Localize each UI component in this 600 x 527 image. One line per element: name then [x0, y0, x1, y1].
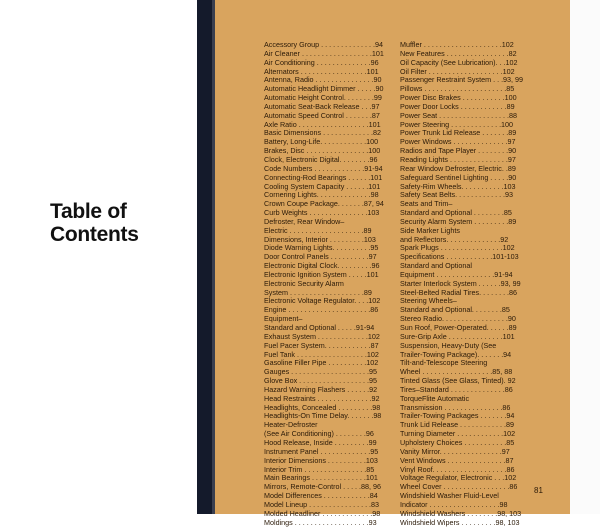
index-entry: Brakes, Disc . . . . . . . . . . . . . . . .100 [264, 146, 381, 156]
page-number: 81 [534, 486, 543, 495]
index-entry: Curb Weights . . . . . . . . . . . . . . .103 [264, 208, 380, 218]
index-entry: Model Differences . . . . . . . . . . . .84 [264, 491, 378, 501]
index-entry: Dimensions, Interior . . . . . . . . .103 [264, 234, 376, 244]
index-entry: Door Control Panels . . . . . . . . . .97 [264, 252, 377, 262]
index-entry: TorqueFlite Automatic [400, 393, 470, 403]
index-entry: Tires–Standard . . . . . . . . . . . . . .86 [400, 384, 513, 394]
index-entry: Upholstery Choices . . . . . . . . . . .85 [400, 437, 515, 447]
index-entry: Trailer-Towing Packages . . . . . . .94 [400, 411, 515, 421]
index-entry: Wheel Cover . . . . . . . . . . . . . . . . .86 [400, 482, 518, 492]
index-entry: Turning Diameter . . . . . . . . . . . .102 [400, 429, 516, 439]
index-entry: Model Lineup . . . . . . . . . . . . . . . .83 [264, 499, 380, 509]
index-entry: Code Numbers . . . . . . . . . . . . .91-94 [264, 163, 383, 173]
index-entry: Clock, Electronic Digital. . . . . . . .96 [264, 154, 378, 164]
index-entry: Automatic Height Control. . . . . . . .99 [264, 93, 382, 103]
index-entry: Safety-Rim Wheels. . . . . . . . . . .103 [400, 181, 516, 191]
index-entry: Hazard Warning Flashers . . . . . .92 [264, 384, 378, 394]
index-entry: Mirrors, Remote-Control . . . . .88, 96 [264, 482, 382, 492]
index-entry: Automatic Speed Control . . . . . . .87 [264, 110, 380, 120]
index-entry: Heater-Defroster [264, 420, 318, 430]
index-entry: Electric . . . . . . . . . . . . . . . . . . .89 [264, 225, 372, 235]
index-entry: Safeguard Sentinel Lighting . . . . .90 [400, 172, 517, 182]
book-spine [197, 0, 213, 514]
index-entry: Transmission . . . . . . . . . . . . . . .86 [400, 402, 511, 412]
index-entry: (See Air Conditioning) . . . . . . . .96 [264, 429, 374, 439]
index-entry: Pillows . . . . . . . . . . . . . . . . . . . . .85 [400, 84, 515, 94]
index-entry: Power Windows . . . . . . . . . . . . . .97 [400, 137, 516, 147]
index-entry: Sun Roof, Power-Operated. . . . . .89 [400, 323, 517, 332]
index-entry: Starter Interlock System . . . . . .93, 99 [400, 278, 521, 288]
index-entry: Equipment– [264, 314, 303, 324]
index-entry: Windshield Wipers . . . . . . . . .98, 103 [400, 517, 520, 527]
index-entry: Gauges . . . . . . . . . . . . . . . . . . . .95 [264, 367, 378, 377]
index-entry: Standard and Optional [400, 261, 472, 271]
index-entry: Automatic Headlight Dimmer . . . . .90 [264, 84, 384, 94]
index-entry: Automatic Seat-Back Release . . .97 [264, 101, 380, 111]
index-entry: Sure-Grip Axle . . . . . . . . . . . . . .101 [400, 331, 515, 341]
index-entry: Air Conditioning . . . . . . . . . . . . . .96 [264, 57, 379, 67]
index-entry: Tilt-and-Telescope Steering [400, 358, 488, 368]
index-entry: Hood Release, Inside . . . . . . . . .99 [264, 437, 377, 447]
index-entry: Glove Box . . . . . . . . . . . . . . . . . .95 [264, 376, 378, 386]
index-entry: Power Seat . . . . . . . . . . . . . . . . . .88 [400, 110, 518, 120]
index-entry: Fuel Pacer System. . . . . . . . . . . .87 [264, 340, 379, 350]
index-entry: Power Steering . . . . . . . . . . . . .100 [400, 119, 514, 129]
index-entry: Alternators . . . . . . . . . . . . . . . . .101 [264, 66, 379, 76]
index-entry: Oil Filter . . . . . . . . . . . . . . . . . . .102 [400, 66, 515, 76]
index-entry: Air Cleaner . . . . . . . . . . . . . . . . . .101 [264, 48, 384, 58]
index-entry: Trunk Lid Release . . . . . . . . . . . .89 [400, 420, 514, 430]
index-entry: Connecting-Rod Bearings . . . . . .101 [264, 172, 383, 182]
index-entry: Defroster, Rear Window– [264, 216, 345, 226]
index-entry: Power Trunk Lid Release . . . . . . .89 [400, 128, 517, 138]
right-margin [570, 0, 600, 514]
index-entry: Reading Lights . . . . . . . . . . . . . . .97 [400, 154, 516, 164]
index-entry: Stereo Radio. . . . . . . . . . . . . . . . .90 [400, 314, 516, 324]
index-entry: Trailer-Towing Package). . . . . . .94 [400, 349, 512, 359]
index-entry: Muffler . . . . . . . . . . . . . . . . . . . .102 [400, 40, 514, 49]
index-entry: Electronic Security Alarm [264, 278, 344, 288]
index-entry: Headlights-On Time Delay. . . . . . .98 [264, 411, 382, 421]
index-entry: Electronic Voltage Regulator. . . .102 [264, 296, 381, 306]
left-page [0, 0, 198, 514]
index-entry: Battery, Long-Life. . . . . . . . . . . .100 [264, 137, 379, 147]
index-entry: Seats and Trim– [400, 199, 453, 209]
index-entry: Fuel Tank . . . . . . . . . . . . . . . . . .102 [264, 349, 379, 359]
index-entry: Electronic Digital Clock. . . . . . . . .96 [264, 261, 380, 271]
index-entry: Basic Dimensions . . . . . . . . . . . . .82 [264, 128, 382, 138]
index-entry: Head Restraints . . . . . . . . . . . . . .92 [264, 393, 380, 403]
index-entry: Diode Warning Lights. . . . . . . . . .95 [264, 243, 379, 253]
index-entry: Antenna, Radio . . . . . . . . . . . . . . .90 [264, 75, 382, 85]
index-entry: Steel-Belted Radial Tires. . . . . . . .86 [400, 287, 518, 297]
index-entry: Power Disc Brakes . . . . . . . . . . .100 [400, 93, 517, 103]
index-entry: Voltage Regulator, Electronic . . .102 [400, 473, 517, 483]
index-entry: Suspension, Heavy-Duty (See [400, 340, 497, 350]
index-entry: Vinyl Roof. . . . . . . . . . . . . . . . . . .86 [400, 464, 515, 474]
index-entry: Wheel . . . . . . . . . . . . . . . . . .85, 88 [400, 367, 513, 377]
index-entry: Molded Headliner . . . . . . . . . . . . .98 [264, 508, 381, 518]
index-entry: Windshield Washers . . . . . . . .98, 103 [400, 508, 522, 518]
index-entry: and Reflectors. . . . . . . . . . . . . .92 [400, 234, 509, 244]
index-entry: Interior Trim . . . . . . . . . . . . . . . .85 [264, 464, 375, 474]
index-entry: New Features . . . . . . . . . . . . . . . .82 [400, 48, 517, 58]
index-entry: System . . . . . . . . . . . . . . . . . . .89 [264, 287, 372, 297]
index-entry: Windshield Washer Fluid-Level [400, 491, 499, 501]
index-entry: Exhaust System . . . . . . . . . . . . .102 [264, 331, 380, 341]
index-entry: Radios and Tape Player . . . . . . . .90 [400, 146, 517, 156]
index-entry: Cornering Lights. . . . . . . . . . . . . .98 [264, 190, 379, 200]
index-entry: Standard and Optional. . . . . . . .85 [400, 305, 510, 315]
index-entry: Instrument Panel . . . . . . . . . . . . .95 [264, 446, 379, 456]
index-entry: Gasoline Filler Pipe . . . . . . . . . .102 [264, 358, 379, 368]
index-entry: Standard and Optional . . . . . . . .85 [400, 208, 512, 218]
index-entry: Spark Plugs . . . . . . . . . . . . . . . .102 [400, 243, 515, 253]
title-line-2: Contents [50, 223, 139, 246]
index-entry: Electronic Ignition System . . . . .101 [264, 269, 379, 279]
index-entry: Headlights, Concealed . . . . . . . . .98 [264, 402, 381, 412]
index-entry: Engine . . . . . . . . . . . . . . . . . . . . .86 [264, 305, 379, 315]
index-entry: Crown Coupe Package. . . . . . .87, 94 [264, 199, 384, 209]
index-entry: Vanity Mirror. . . . . . . . . . . . . . . .97 [400, 446, 510, 456]
index-entry: Tinted Glass (See Glass, Tinted). 92 [400, 376, 516, 386]
index-column-right [400, 40, 524, 527]
index-entry: Vent Windows . . . . . . . . . . . . . . .87 [400, 455, 514, 465]
index-entry: Specifications . . . . . . . . . . . .101-103 [400, 252, 519, 262]
index-column-left [264, 41, 384, 527]
index-entry: Oil Capacity (See Lubrication). . .102 [400, 57, 518, 67]
index-entry: Safety Seat Belts. . . . . . . . . . . . .93 [400, 190, 514, 200]
index-entry: Cooling System Capacity . . . . . .101 [264, 181, 381, 191]
index-entry: Side Marker Lights [400, 225, 460, 235]
index-entry: Passenger Restraint System . . .93, 99 [400, 75, 524, 85]
index-entry: Indicator . . . . . . . . . . . . . . . . . .98 [400, 499, 508, 509]
index-entry: Moldings . . . . . . . . . . . . . . . . . . .93 [264, 517, 377, 527]
index-entry: Interior Dimensions . . . . . . . . . .103 [264, 455, 378, 465]
index-entry: Axle Ratio . . . . . . . . . . . . . . . . . .101 [264, 119, 381, 129]
index-entry: Equipment . . . . . . . . . . . . . . .91-94 [400, 269, 513, 279]
index-entry: Power Door Locks . . . . . . . . . . . .89 [400, 101, 515, 111]
index-entry: Rear Window Defroster, Electric. .89 [400, 163, 516, 173]
index-entry: Standard and Optional . . . . .91-94 [264, 323, 375, 332]
title-line-1: Table of [50, 200, 127, 223]
page-title [50, 200, 139, 246]
index-entry: Steering Wheels– [400, 296, 457, 306]
index-entry: Accessory Group . . . . . . . . . . . . . .94 [264, 40, 384, 49]
index-entry: Security Alarm System . . . . . . . . .89 [400, 216, 517, 226]
index-entry: Main Bearings . . . . . . . . . . . . . .101 [264, 473, 378, 483]
